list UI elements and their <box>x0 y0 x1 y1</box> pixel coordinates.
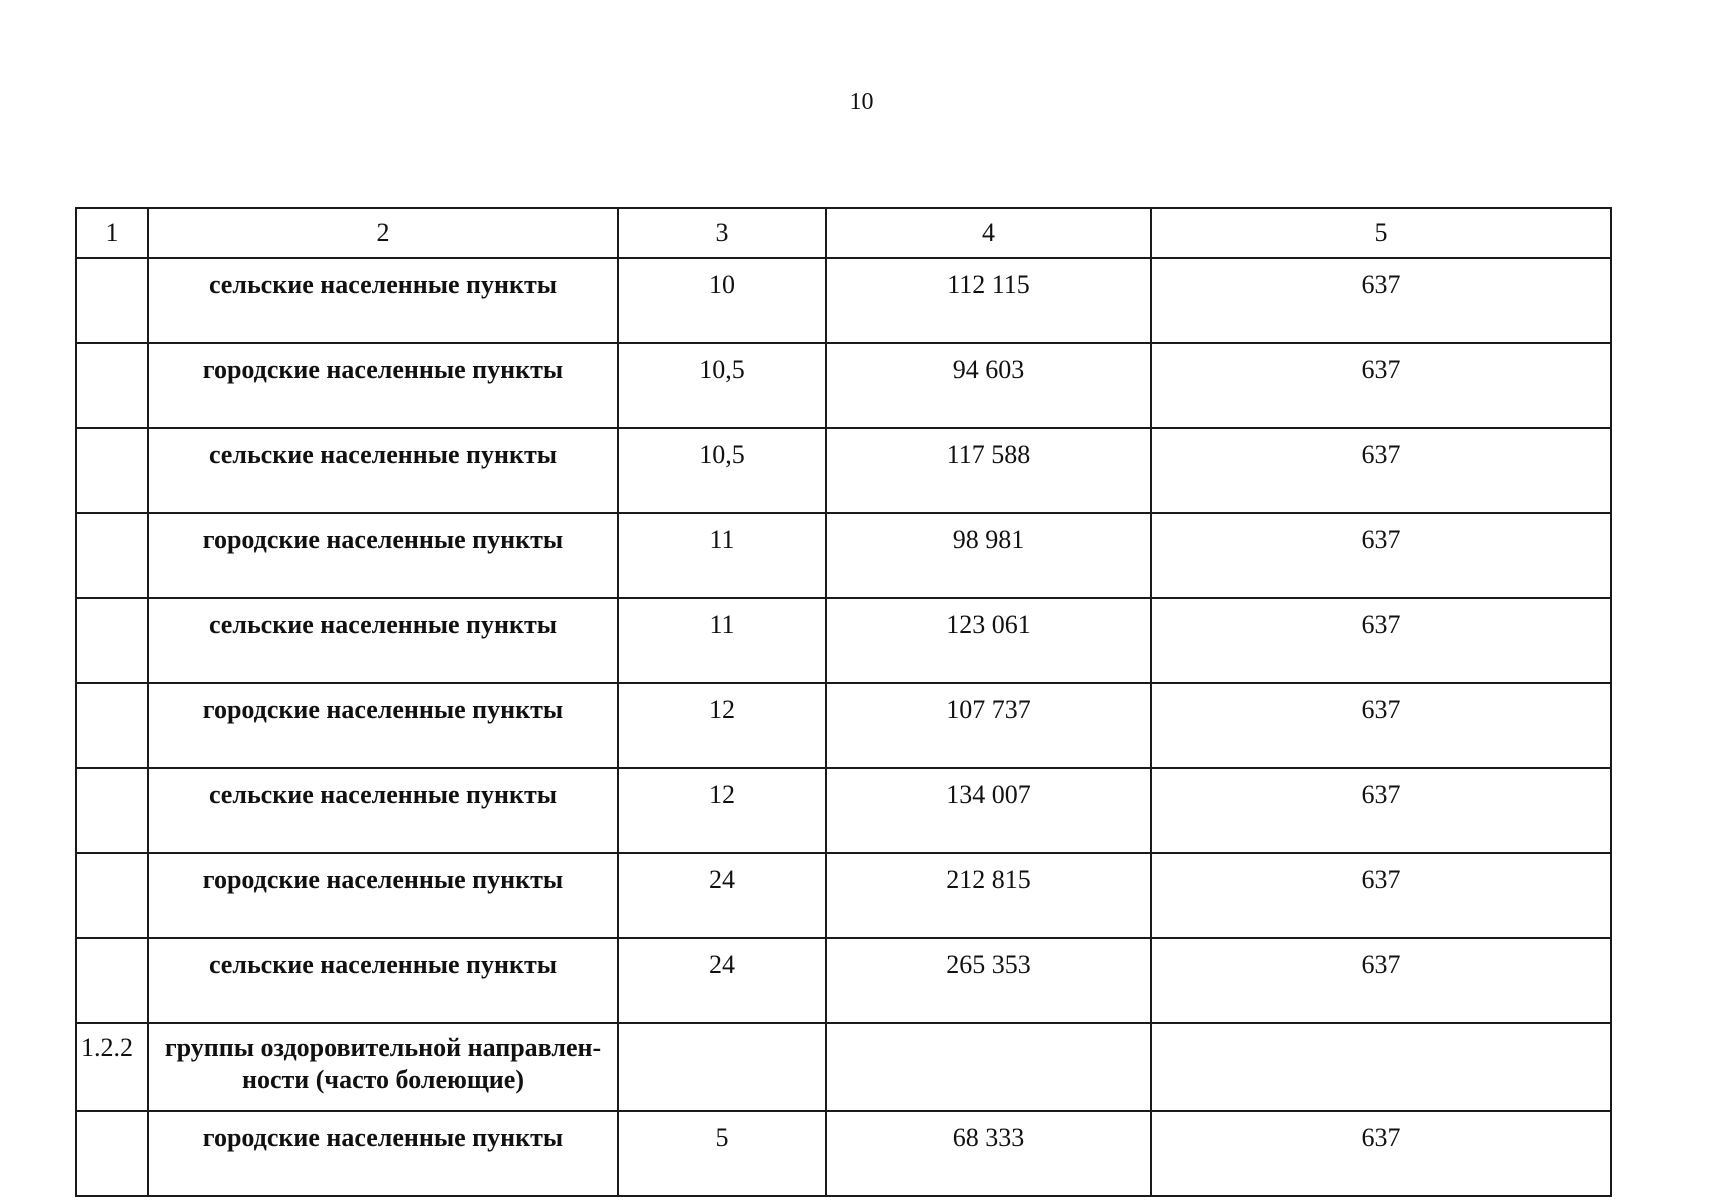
section-title-cell: группы оздоровительной направлен-ности (часто болеющие) <box>148 1023 618 1111</box>
column-3-cell: 10,5 <box>618 428 826 513</box>
column-4-cell: 107 737 <box>826 683 1151 768</box>
settlement-type-cell: сельские населенные пункты <box>148 428 618 513</box>
column-3-cell: 12 <box>618 683 826 768</box>
column-4-cell <box>826 1023 1151 1111</box>
table-row <box>76 598 1611 683</box>
column-4-cell: 94 603 <box>826 343 1151 428</box>
column-header: 5 <box>1151 208 1611 258</box>
column-4-cell: 112 115 <box>826 258 1151 343</box>
column-3-cell: 10,5 <box>618 343 826 428</box>
column-3-cell: 12 <box>618 768 826 853</box>
column-header: 1 <box>76 208 148 258</box>
table-section-row <box>76 1023 1611 1111</box>
table-header-row <box>76 208 1611 258</box>
column-3-cell: 24 <box>618 938 826 1023</box>
column-4-cell: 265 353 <box>826 938 1151 1023</box>
row-number-cell <box>76 258 148 343</box>
column-5-cell: 637 <box>1151 1111 1611 1196</box>
row-number-cell: 1.2.2 <box>76 1023 148 1111</box>
table-row <box>76 258 1611 343</box>
table-row <box>76 938 1611 1023</box>
row-number-cell <box>76 768 148 853</box>
row-number-cell <box>76 343 148 428</box>
column-5-cell: 637 <box>1151 853 1611 938</box>
column-3-cell: 24 <box>618 853 826 938</box>
column-3-cell: 10 <box>618 258 826 343</box>
settlement-type-cell: городские населенные пункты <box>148 513 618 598</box>
column-4-cell: 134 007 <box>826 768 1151 853</box>
column-5-cell <box>1151 1023 1611 1111</box>
table-row <box>76 768 1611 853</box>
column-header: 2 <box>148 208 618 258</box>
row-number-cell <box>76 598 148 683</box>
settlement-type-cell: городские населенные пункты <box>148 1111 618 1196</box>
column-5-cell: 637 <box>1151 598 1611 683</box>
column-4-cell: 98 981 <box>826 513 1151 598</box>
column-3-cell: 11 <box>618 513 826 598</box>
column-4-cell: 212 815 <box>826 853 1151 938</box>
table-row <box>76 1111 1611 1196</box>
settlement-type-cell: сельские населенные пункты <box>148 598 618 683</box>
column-4-cell: 123 061 <box>826 598 1151 683</box>
column-5-cell: 637 <box>1151 938 1611 1023</box>
data-table <box>75 207 1612 1197</box>
settlement-type-cell: сельские населенные пункты <box>148 938 618 1023</box>
column-4-cell: 68 333 <box>826 1111 1151 1196</box>
column-3-cell: 11 <box>618 598 826 683</box>
column-5-cell: 637 <box>1151 428 1611 513</box>
column-5-cell: 637 <box>1151 683 1611 768</box>
table-row <box>76 683 1611 768</box>
table-row <box>76 343 1611 428</box>
column-header: 3 <box>618 208 826 258</box>
table-row <box>76 853 1611 938</box>
column-5-cell: 637 <box>1151 343 1611 428</box>
settlement-type-cell: сельские населенные пункты <box>148 768 618 853</box>
settlement-type-cell: городские населенные пункты <box>148 853 618 938</box>
page-number: 10 <box>849 89 874 115</box>
column-5-cell: 637 <box>1151 513 1611 598</box>
column-4-cell: 117 588 <box>826 428 1151 513</box>
row-number-cell <box>76 853 148 938</box>
column-header: 4 <box>826 208 1151 258</box>
row-number-cell <box>76 1111 148 1196</box>
column-5-cell: 637 <box>1151 258 1611 343</box>
column-3-cell: 5 <box>618 1111 826 1196</box>
table-row <box>76 513 1611 598</box>
row-number-cell <box>76 428 148 513</box>
row-number-cell <box>76 683 148 768</box>
column-3-cell <box>618 1023 826 1111</box>
column-5-cell: 637 <box>1151 768 1611 853</box>
table-row <box>76 428 1611 513</box>
settlement-type-cell: городские населенные пункты <box>148 343 618 428</box>
settlement-type-cell: сельские населенные пункты <box>148 258 618 343</box>
settlement-type-cell: городские населенные пункты <box>148 683 618 768</box>
row-number-cell <box>76 513 148 598</box>
row-number-cell <box>76 938 148 1023</box>
